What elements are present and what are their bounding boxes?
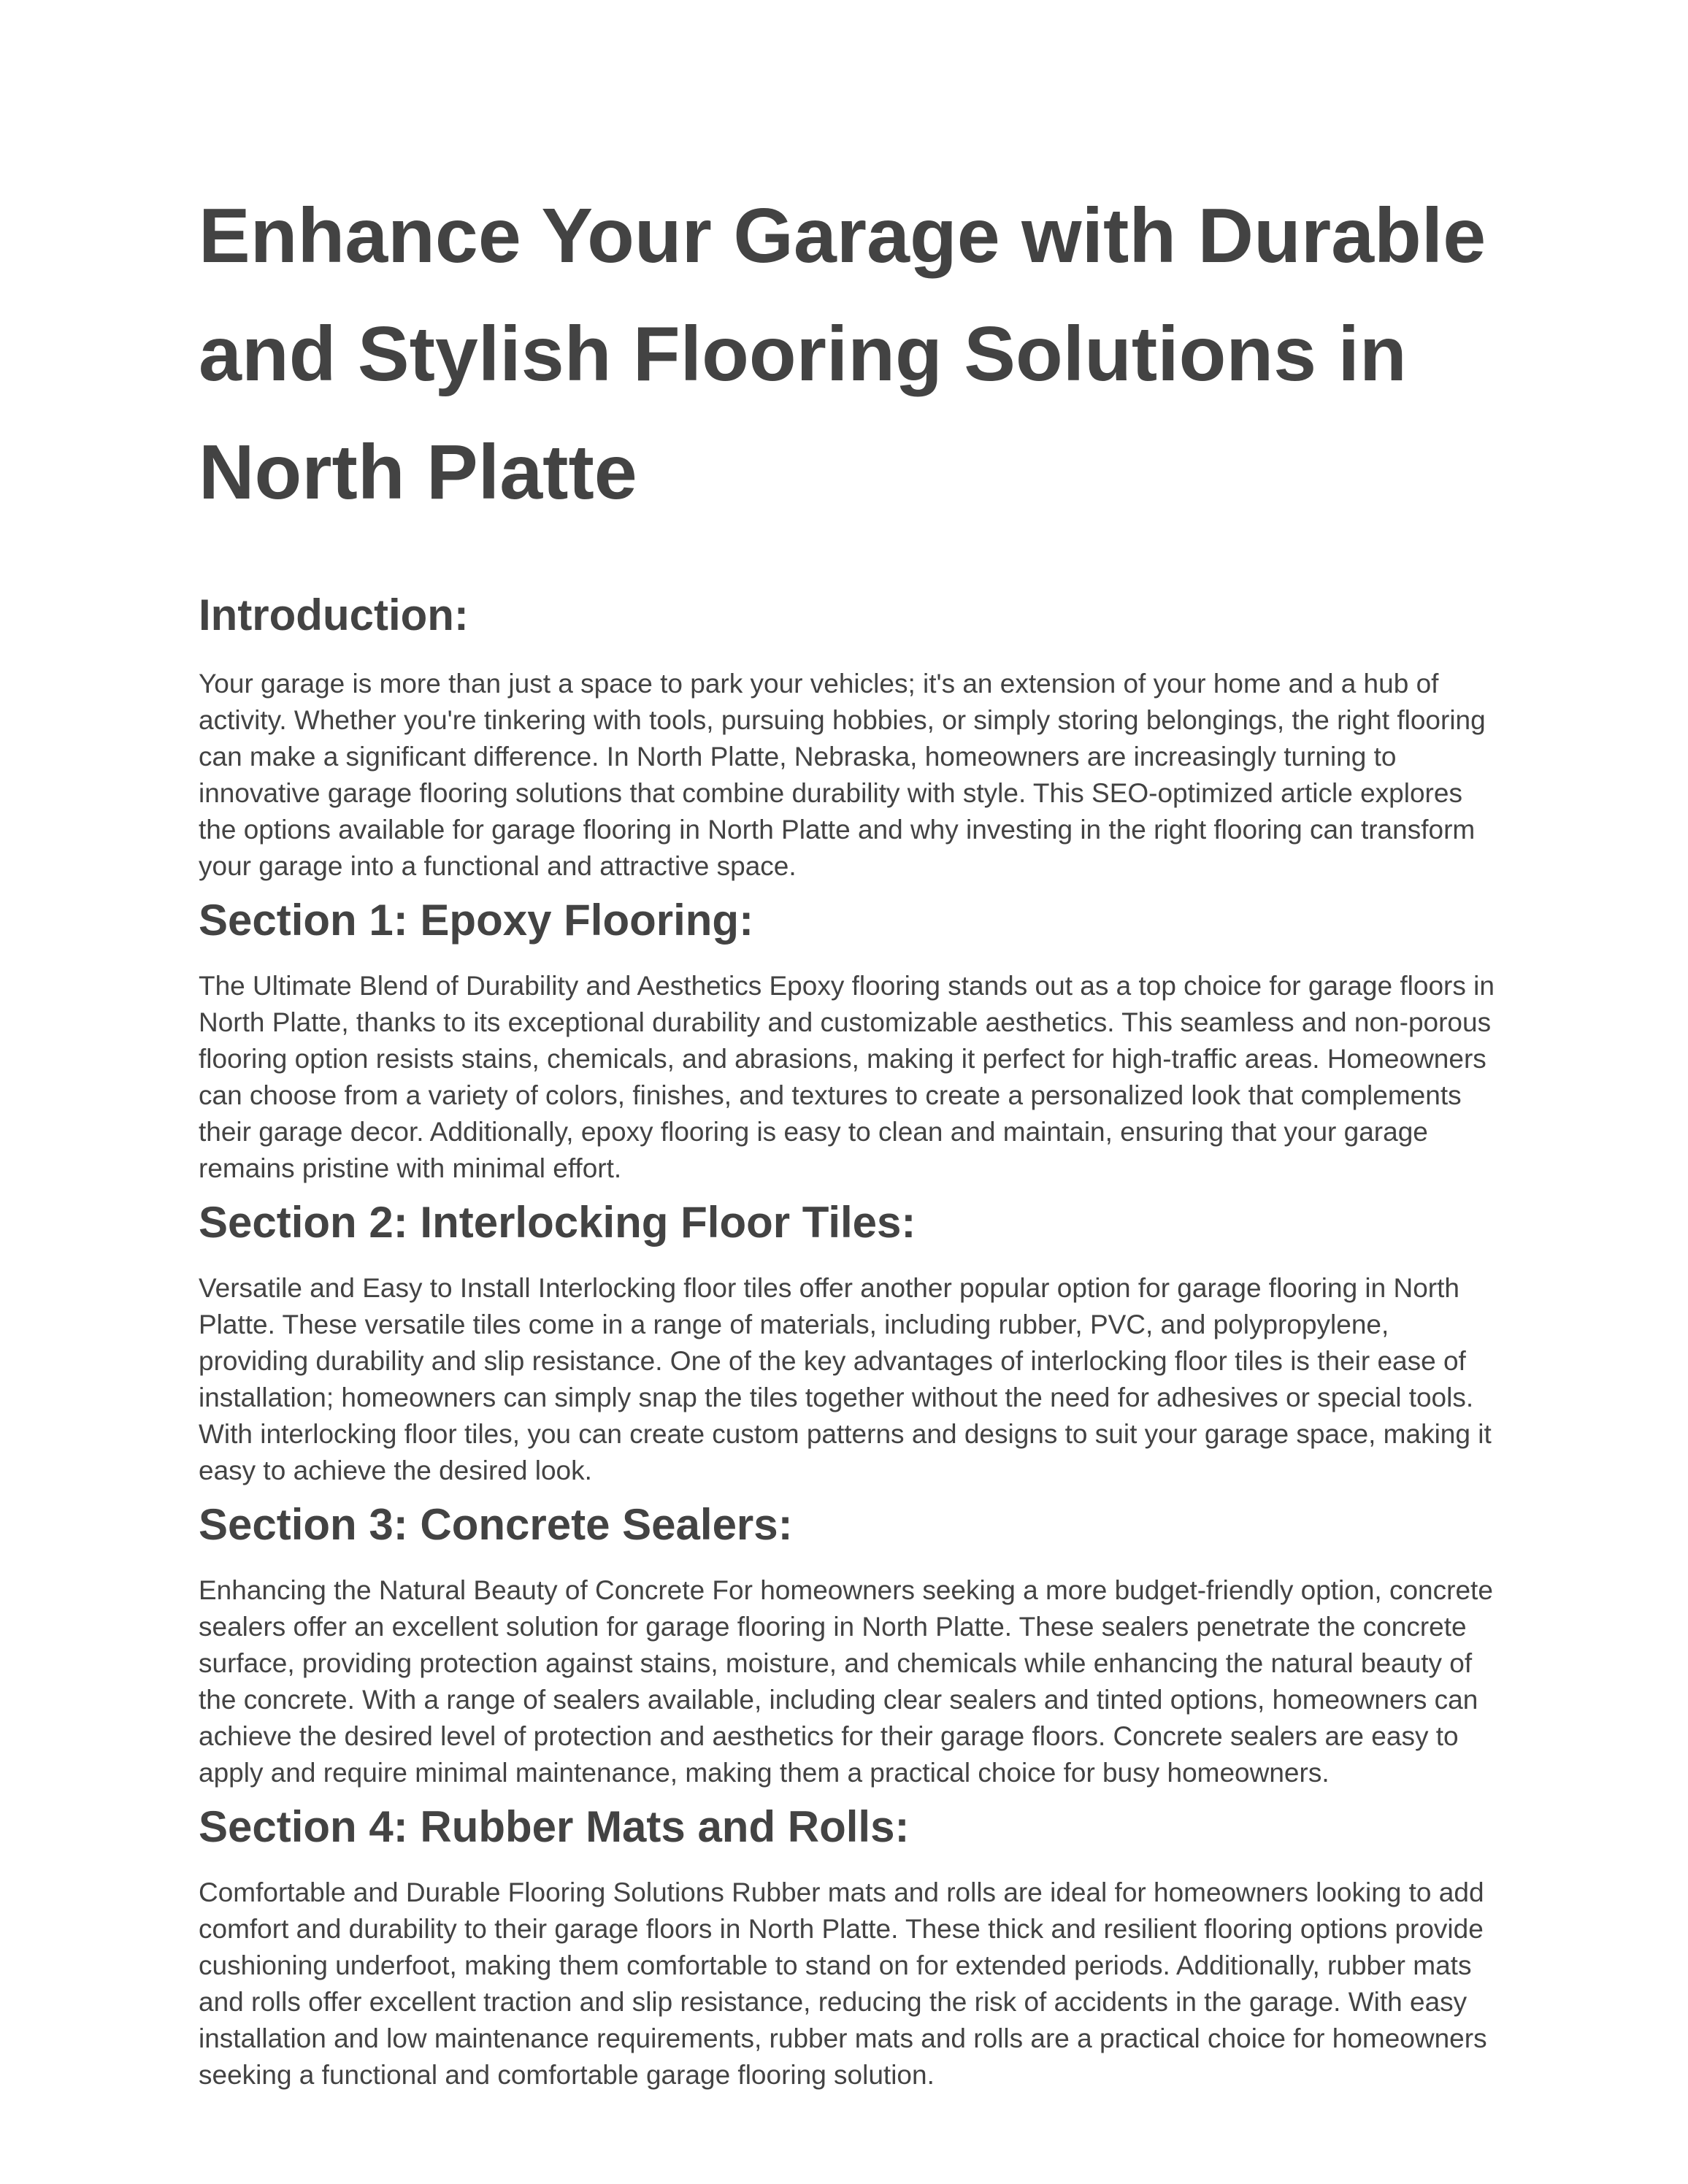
section-3-paragraph: Enhancing the Natural Beauty of Concrete For homeowners seeking a more budget-friendly option, concrete sealers offer an excellent solution for garage flooring in North Platte. These sealers penetrate the concrete surface, providing protection against stains, moisture, and chemicals while enhancing the natural beauty of the concrete. With a range of sealers available, including clear sealers and tinted options, homeowners can achieve the desired level of protection and aesthetics for their garage floors. Concrete sealers are easy to apply and require minimal maintenance, making them a practical choice for busy homeowners. [199, 1575, 1493, 1788]
section-1-paragraph: The Ultimate Blend of Durability and Aesthetics Epoxy flooring stands out as a top choice for garage floors in North Platte, thanks to its exceptional durability and customizable aesthetics. This seamless and non-porous flooring option resists stains, chemicals, and abrasions, making it perfect for high-traffic areas. Homeowners can choose from a variety of colors, finishes, and textures to create a personalized look that complements their garage decor. Additionally, epoxy flooring is easy to clean and maintain, ensuring that your garage remains pristine with minimal effort. [199, 971, 1495, 1183]
section-4-heading: Section 4: Rubber Mats and Rolls: [199, 1802, 910, 1851]
section-3-heading: Section 3: Concrete Sealers: [199, 1500, 793, 1549]
introduction-paragraph: Your garage is more than just a space to park your vehicles; it's an extension of your home and a hub of activity. Whether you're tinkering with tools, pursuing hobbies, or simply storing belongings, the right flooring can make a significant difference. In North Platte, Nebraska, homeowners are increasingly turning to innovative garage flooring solutions that combine durability with style. This SEO-optimized article explores the options available for garage flooring in North Platte and why investing in the right flooring can transform your garage into a functional and attractive space. [199, 669, 1486, 881]
section-2-paragraph: Versatile and Easy to Install Interlocking floor tiles offer another popular option for garage flooring in North Platte. These versatile tiles come in a range of materials, including rubber, PVC, and polypropylene, providing durability and slip resistance. One of the key advantages of interlocking floor tiles is their ease of installation; homeowners can simply snap the tiles together without the need for adhesives or special tools. With interlocking floor tiles, you can create custom patterns and designs to suit your garage space, making it easy to achieve the desired look. [199, 1273, 1492, 1485]
page-title: Enhance Your Garage with Durable and Stylish Flooring Solutions in North Platte [199, 193, 1486, 515]
document-content [199, 177, 1505, 2104]
section-4-paragraph: Comfortable and Durable Flooring Solutions Rubber mats and rolls are ideal for homeowners looking to add comfort and durability to their garage floors in North Platte. These thick and resilient flooring options provide cushioning underfoot, making them comfortable to stand on for extended periods. Additionally, rubber mats and rolls offer excellent traction and slip resistance, reducing the risk of accidents in the garage. With easy installation and low maintenance requirements, rubber mats and rolls are a practical choice for homeowners seeking a functional and comfortable garage flooring solution. [199, 1877, 1487, 2090]
section-1-heading: Section 1: Epoxy Flooring: [199, 896, 754, 945]
introduction-heading: Introduction: [199, 591, 469, 639]
section-2-heading: Section 2: Interlocking Floor Tiles: [199, 1198, 916, 1247]
